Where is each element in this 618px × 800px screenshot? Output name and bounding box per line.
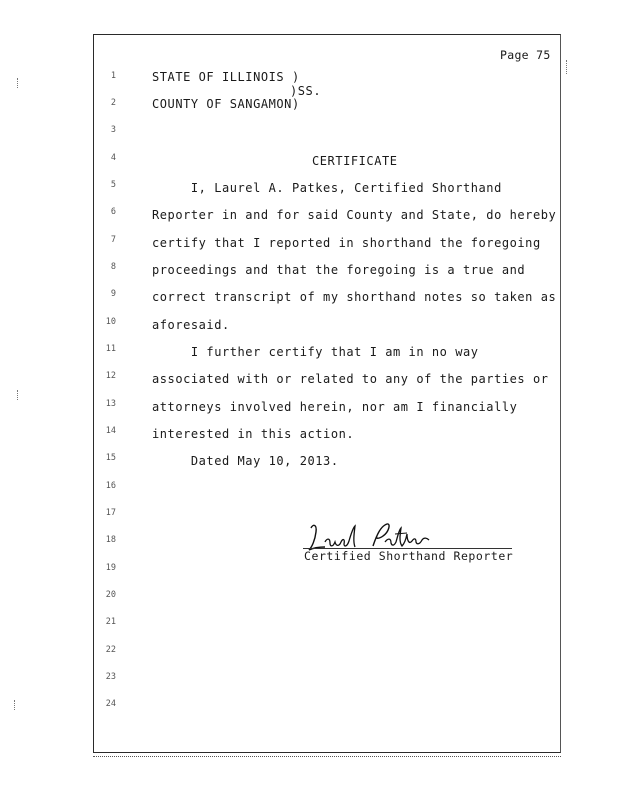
line-number: 12 — [105, 371, 116, 381]
line-number: 16 — [105, 481, 116, 491]
caption-county: COUNTY OF SANGAMON) — [152, 97, 300, 111]
line-number: 6 — [110, 207, 116, 217]
caption-ss: )SS. — [290, 84, 322, 98]
line-number: 17 — [105, 508, 116, 518]
line-number: 3 — [110, 125, 116, 135]
line-number: 1 — [110, 71, 116, 81]
line-number: 19 — [105, 563, 116, 573]
line-number: 15 — [105, 453, 116, 463]
certificate-line: Dated May 10, 2013. — [152, 454, 339, 468]
page-number: Page 75 — [500, 48, 551, 62]
line-number: 23 — [105, 672, 116, 682]
certificate-line: attorneys involved herein, nor am I financially — [152, 400, 518, 414]
line-number: 8 — [110, 262, 116, 272]
transcript-page — [93, 34, 561, 753]
line-number: 7 — [110, 235, 116, 245]
scan-mark — [14, 700, 17, 710]
line-number: 18 — [105, 535, 116, 545]
caption-state: STATE OF ILLINOIS ) — [152, 70, 300, 84]
line-number: 5 — [110, 180, 116, 190]
certificate-line: correct transcript of my shorthand notes so taken as — [152, 290, 557, 304]
signature-title: Certified Shorthand Reporter — [304, 549, 514, 563]
line-number: 10 — [105, 317, 116, 327]
scan-mark — [17, 78, 20, 88]
line-number: 9 — [110, 289, 116, 299]
line-number: 22 — [105, 645, 116, 655]
line-number: 21 — [105, 617, 116, 627]
certificate-line: interested in this action. — [152, 427, 355, 441]
certificate-line: associated with or related to any of the parties or — [152, 372, 549, 386]
line-number: 4 — [110, 153, 116, 163]
certificate-line: aforesaid. — [152, 318, 230, 332]
certificate-line: certify that I reported in shorthand the foregoing — [152, 236, 541, 250]
scan-mark — [17, 390, 20, 400]
line-number: 2 — [110, 98, 116, 108]
certificate-line: proceedings and that the foregoing is a true and — [152, 263, 526, 277]
line-number: 24 — [105, 699, 116, 709]
line-number: 13 — [105, 399, 116, 409]
certificate-line: Reporter in and for said County and State, do hereby — [152, 208, 557, 222]
scan-mark — [566, 60, 569, 74]
certificate-line: I, Laurel A. Patkes, Certified Shorthand — [152, 181, 502, 195]
certificate-heading: CERTIFICATE — [312, 154, 398, 168]
certificate-line: I further certify that I am in no way — [152, 345, 479, 359]
line-number: 14 — [105, 426, 116, 436]
line-number: 20 — [105, 590, 116, 600]
page-bottom-rule — [93, 756, 561, 757]
line-number: 11 — [105, 344, 116, 354]
